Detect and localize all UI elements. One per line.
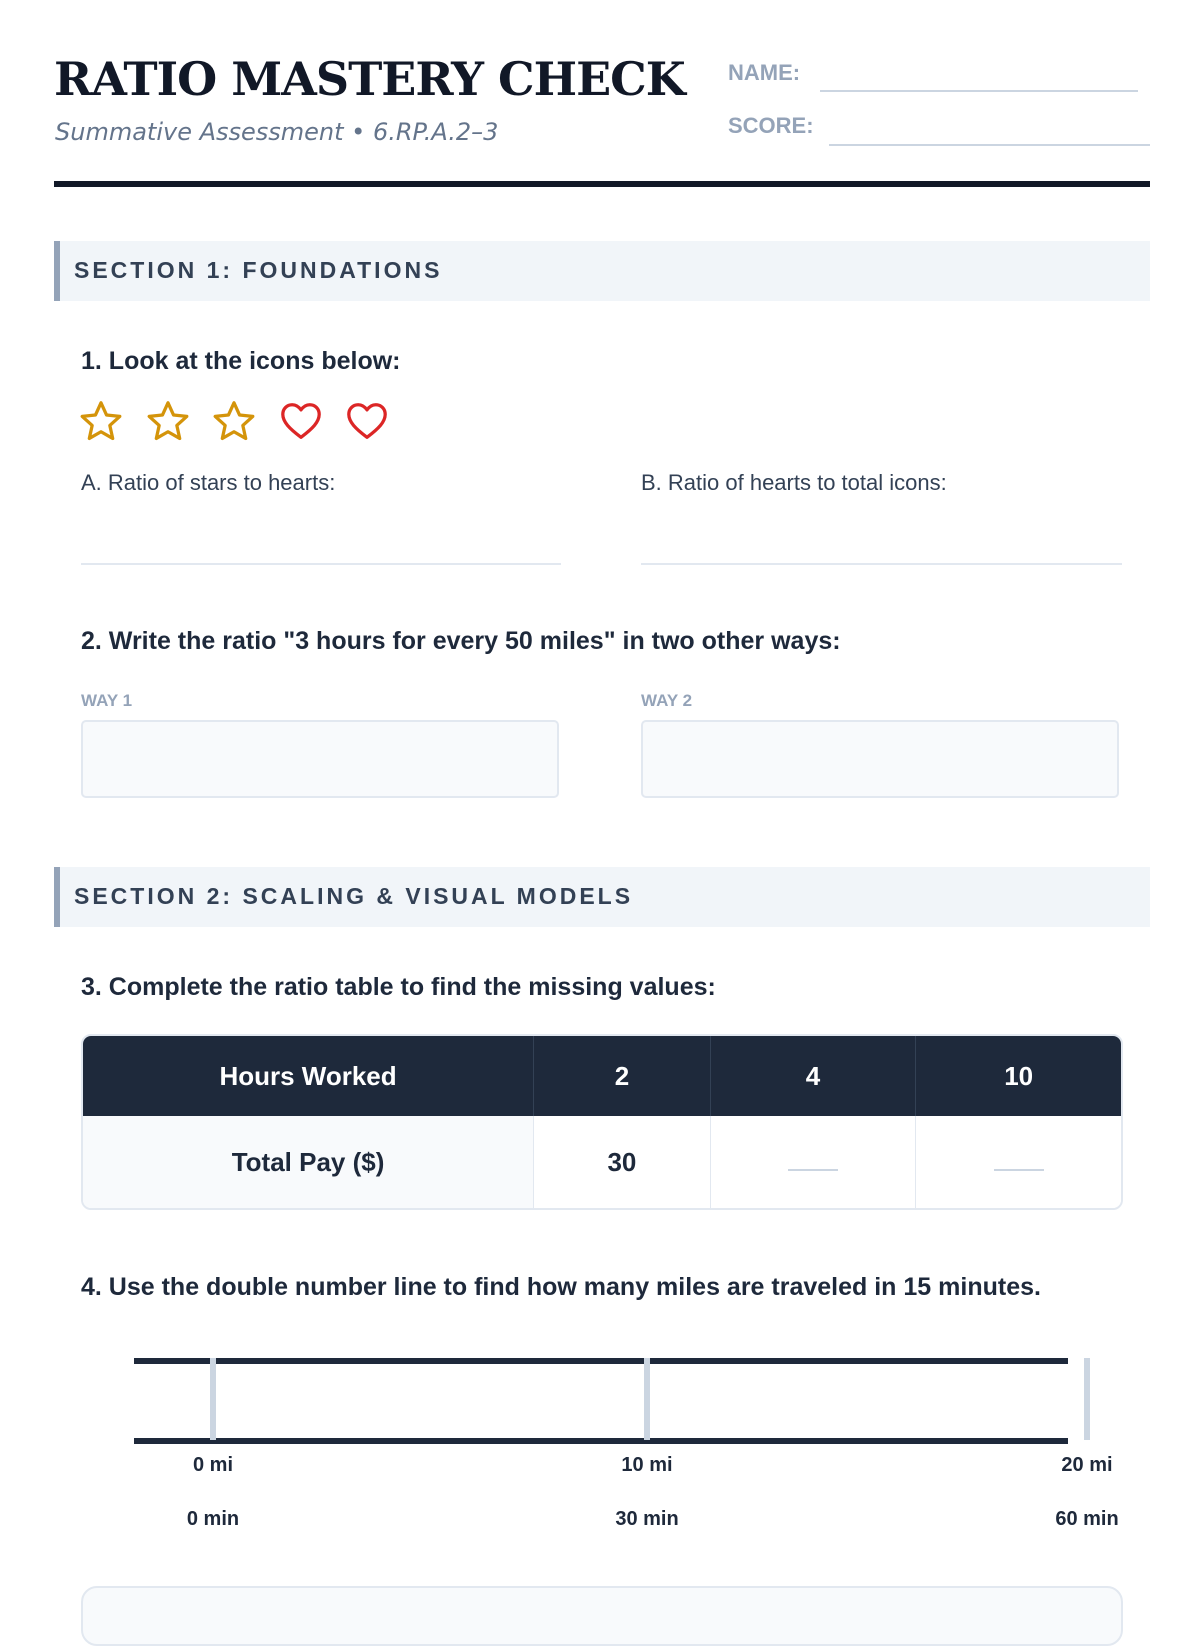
header-divider	[54, 181, 1150, 187]
question-1b-label: B. Ratio of hearts to total icons:	[641, 470, 947, 495]
minutes-label: 0 min	[186, 1508, 240, 1530]
page-title: RATIO MASTERY CHECK	[54, 52, 685, 106]
section-2-header	[54, 867, 1150, 927]
table-cell: 30	[533, 1116, 710, 1208]
section-1-header	[54, 241, 1150, 301]
answer-box[interactable]	[81, 1586, 1123, 1646]
answer-blank[interactable]	[994, 1153, 1044, 1171]
score-label: SCORE:	[728, 113, 814, 138]
name-field[interactable]	[820, 90, 1138, 92]
question-3-prompt: 3. Complete the ratio table to find the missing values:	[81, 973, 716, 1001]
minutes-label: 60 min	[1055, 1508, 1119, 1530]
table-header-cell: 10	[915, 1036, 1121, 1116]
answer-blank[interactable]	[788, 1153, 838, 1171]
name-label: NAME:	[728, 60, 801, 85]
minutes-label: 30 min	[615, 1508, 679, 1530]
number-line-tick	[210, 1358, 216, 1440]
page-subtitle: Summative Assessment • 6.RP.A.2–3	[55, 118, 499, 146]
star-icon	[78, 398, 124, 444]
ratio-table	[81, 1034, 1123, 1210]
table-header-cell: Hours Worked	[83, 1036, 533, 1116]
question-2-prompt: 2. Write the ratio "3 hours for every 50 miles" in two other ways:	[81, 627, 841, 655]
table-blank-cell[interactable]	[915, 1116, 1121, 1208]
heart-icon	[344, 398, 390, 444]
number-line-top	[134, 1358, 1068, 1364]
number-line-bottom	[134, 1438, 1068, 1444]
section-1-title: SECTION 1: FOUNDATIONS	[74, 257, 443, 283]
question-1a-label: A. Ratio of stars to hearts:	[81, 470, 336, 495]
number-line-tick	[1084, 1358, 1090, 1440]
miles-label: 20 mi	[1061, 1454, 1113, 1476]
section-2-title: SECTION 2: SCALING & VISUAL MODELS	[74, 883, 634, 909]
number-line-tick	[644, 1358, 650, 1440]
table-header-row	[83, 1036, 1121, 1116]
heart-icon	[278, 398, 324, 444]
table-cell: Total Pay ($)	[83, 1116, 533, 1208]
way-1-label: WAY 1	[81, 691, 133, 710]
star-icon	[145, 398, 191, 444]
star-icon	[211, 398, 257, 444]
table-blank-cell[interactable]	[710, 1116, 916, 1208]
way-1-answer-box[interactable]	[81, 720, 559, 798]
way-2-label: WAY 2	[641, 691, 693, 710]
table-header-cell: 2	[533, 1036, 710, 1116]
miles-label: 10 mi	[621, 1454, 673, 1476]
question-4-prompt: 4. Use the double number line to find how many miles are traveled in 15 minutes.	[81, 1273, 1041, 1301]
table-row	[83, 1116, 1121, 1208]
way-2-answer-box[interactable]	[641, 720, 1119, 798]
table-header-cell: 4	[710, 1036, 916, 1116]
question-1b-answer-line[interactable]	[641, 563, 1122, 565]
score-field[interactable]	[829, 144, 1150, 146]
question-1a-answer-line[interactable]	[81, 563, 561, 565]
miles-label: 0 mi	[192, 1454, 234, 1476]
question-1-prompt: 1. Look at the icons below:	[81, 347, 401, 375]
